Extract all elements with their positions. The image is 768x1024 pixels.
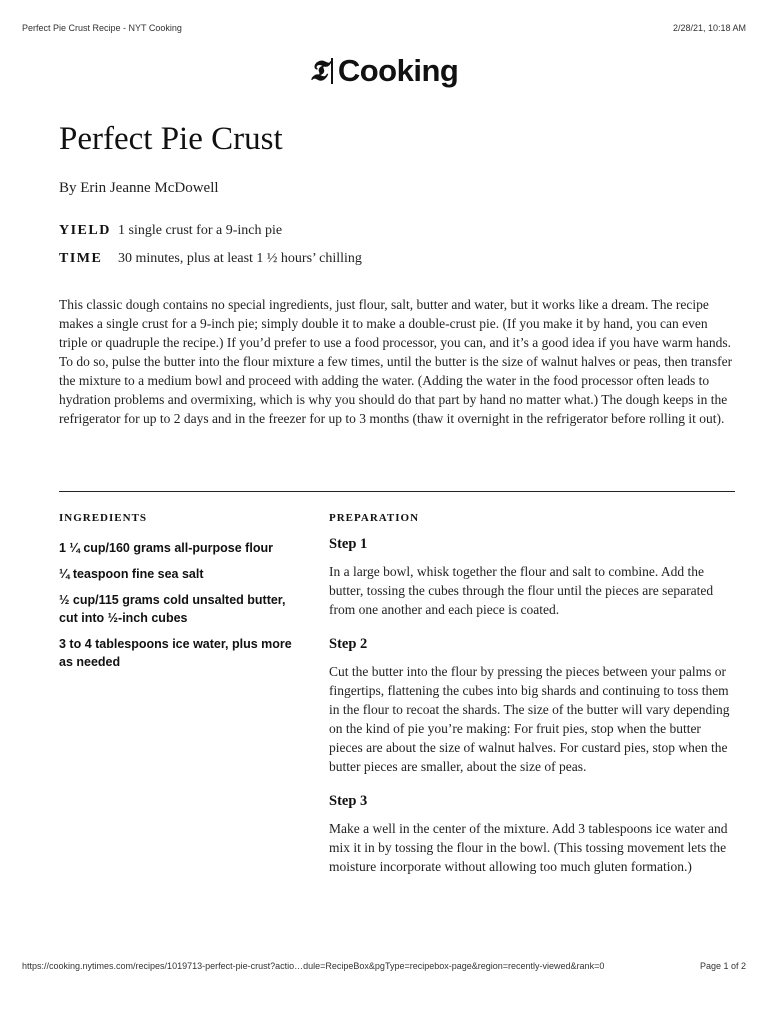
step-title: Step 3 <box>329 793 368 809</box>
print-url[interactable]: https://cooking.nytimes.com/recipes/1019713-perfect-pie-crust?actio…dule=RecipeBox&pgType=recipebox-page&region=recently-viewed&rank=0 <box>22 961 605 971</box>
print-datetime: 2/28/21, 10:18 AM <box>672 23 746 33</box>
ingredient-item: 3 to 4 tablespoons ice water, plus more as needed <box>59 637 292 669</box>
logo-wordmark: Cooking <box>337 53 459 88</box>
recipe-intro: This classic dough contains no special ingredients, just flour, salt, butter and water, but it works like a dream. The recipe makes a single crust for a 9-inch pie; simply double it to make a double-crust pie. (If you make it by hand, you can even triple or quadruple the recipe.) If you’d prefer to use a food processor, you can, and it’s a good idea if you have warm hands. To do so, pulse the butter into the flour mixture a few times, until the butter is the size of walnut halves or peas, then transfer the mixture to a medium bowl and proceed with adding the water. (Adding the water in the food processor often leads to hydration problems and overmixing, which is why you should do that part by hand no matter what.) The dough keeps in the refrigerator for up to 2 days and in the freezer for up to 3 months (thaw it overnight in the refrigerator before rolling it out). <box>59 297 733 426</box>
ingredient-item: ½ cup/115 grams cold unsalted butter, cut into ½-inch cubes <box>59 593 286 625</box>
print-page-title: Perfect Pie Crust Recipe - NYT Cooking <box>22 23 182 33</box>
print-header <box>22 23 746 33</box>
step-title: Step 1 <box>329 536 368 552</box>
ingredients-list <box>59 539 299 679</box>
time-label: TIME <box>59 251 103 266</box>
print-page-number: Page 1 of 2 <box>699 961 746 971</box>
ingredient-item: 1 ¼ cup/160 grams all-purpose flour <box>59 541 273 555</box>
preparation-steps <box>329 536 735 893</box>
step-title: Step 2 <box>329 636 368 652</box>
yield-value: 1 single crust for a 9-inch pie <box>118 223 283 238</box>
step-text: Cut the butter into the flour by pressing the pieces between your palms or fingertips, flattening the cubes into big shards and continuing to toss them in the flour to recoat the shards. The size of the butter will vary depending on the kind of pie you’re making: For fruit pies, stop when the butter pieces are about the size of walnut halves. For custard pies, stop when the butter pieces are smaller, about the size of peas. <box>329 664 730 774</box>
nyt-t-logo-icon: 𝕿 <box>309 53 327 87</box>
yield-label: YIELD <box>59 223 111 238</box>
time-row <box>59 251 362 267</box>
time-value: 30 minutes, plus at least 1 ½ hours’ chilling <box>118 251 362 266</box>
step-text: In a large bowl, whisk together the flour and salt to combine. Add the butter, tossing the cubes through the flour until the pieces are separated from one another and each piece is coated. <box>329 564 714 617</box>
step-text: Make a well in the center of the mixture. Add 3 tablespoons ice water and mix it in by tossing the flour in the bowl. (This tossing movement lets the moisture incorporate without allowing too much gluten formation.) <box>329 821 728 874</box>
nyt-cooking-logo[interactable] <box>0 55 768 86</box>
yield-row <box>59 223 282 239</box>
logo-divider <box>331 58 333 84</box>
ingredient-item: ¼ teaspoon fine sea salt <box>59 567 204 581</box>
print-footer <box>22 961 746 971</box>
ingredients-heading: INGREDIENTS <box>59 512 148 524</box>
section-divider <box>59 491 735 492</box>
recipe-byline: By Erin Jeanne McDowell <box>59 180 219 196</box>
recipe-title: Perfect Pie Crust <box>59 121 283 157</box>
preparation-heading: PREPARATION <box>329 512 420 524</box>
